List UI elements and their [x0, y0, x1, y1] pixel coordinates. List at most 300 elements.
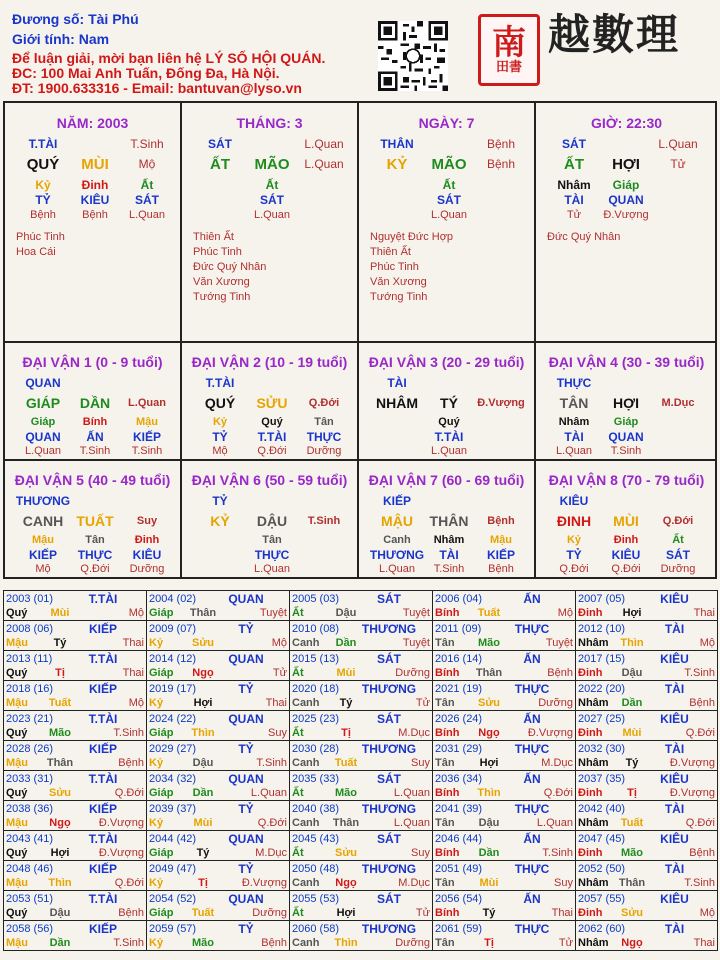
year-label: 2005 (03) — [292, 593, 340, 605]
year-cell-top — [435, 832, 573, 846]
year-stem: Đinh — [578, 607, 603, 619]
year-stem: Ất — [292, 847, 304, 859]
year-stage: Tuyệt — [402, 607, 430, 619]
year-cell-top — [149, 922, 287, 936]
year-cell[interactable] — [290, 591, 433, 621]
year-cell-top — [292, 922, 430, 936]
year-cell[interactable] — [576, 891, 718, 921]
year-branch: Tuất — [477, 607, 501, 619]
year-cell[interactable] — [433, 621, 576, 651]
hidden-god: TỶ — [35, 193, 51, 207]
year-row — [4, 651, 718, 681]
year-cell-top — [6, 802, 144, 816]
year-label: 2057 (55) — [578, 893, 626, 905]
year-god: KIÊU — [660, 592, 689, 606]
year-cell-bottom — [6, 666, 144, 680]
year-cell[interactable] — [433, 711, 576, 741]
year-cell[interactable] — [433, 831, 576, 861]
year-cell-bottom — [578, 846, 715, 860]
hidden-god: KIÊU — [611, 548, 641, 562]
year-label: 2022 (20) — [578, 683, 626, 695]
year-cell[interactable] — [147, 921, 290, 951]
year-stage: Bệnh — [689, 697, 715, 709]
hidden-stage: T.Sinh — [131, 445, 163, 457]
hidden-god: TÀI — [564, 430, 584, 444]
year-cell-bottom — [578, 636, 715, 650]
year-cell-bottom — [6, 756, 144, 770]
year-stem: Canh — [292, 637, 320, 649]
year-cell-top — [6, 592, 144, 606]
year-label: 2011 (09) — [435, 623, 482, 635]
year-cell-bottom — [578, 726, 715, 740]
year-cell[interactable] — [576, 651, 718, 681]
year-god: SÁT — [377, 712, 401, 726]
year-stem: Canh — [292, 697, 320, 709]
hidden-stage: Bệnh — [488, 563, 514, 575]
year-cell-bottom — [435, 726, 573, 740]
year-god: SÁT — [377, 832, 401, 846]
year-row — [4, 801, 718, 831]
year-stem: Quý — [6, 607, 28, 619]
year-stage: Dưỡng — [395, 667, 430, 679]
year-cell-bottom — [149, 666, 287, 680]
year-cell[interactable] — [290, 711, 433, 741]
year-stem: Canh — [292, 937, 320, 949]
year-branch: Thìn — [191, 727, 215, 739]
year-cell[interactable] — [433, 801, 576, 831]
year-god: ẤN — [523, 832, 541, 846]
luck-god: TÀI — [387, 376, 407, 390]
year-cell-bottom — [149, 606, 287, 620]
year-stem: Quý — [6, 667, 28, 679]
year-stem: Đinh — [578, 907, 603, 919]
brand-title: 越數理 — [548, 10, 681, 59]
luck-stem: NHÂM — [376, 395, 418, 411]
year-label: 2037 (35) — [578, 773, 626, 785]
year-cell[interactable] — [290, 621, 433, 651]
year-cell-bottom — [149, 936, 287, 950]
year-stem: Kỷ — [149, 937, 164, 949]
year-cell[interactable] — [290, 801, 433, 831]
year-cell[interactable] — [576, 591, 718, 621]
year-cell[interactable] — [4, 711, 147, 741]
year-label: 2019 (17) — [149, 683, 197, 695]
year-stage: Tuyệt — [259, 607, 287, 619]
year-stage: M.Dục — [541, 757, 573, 769]
year-branch: Mão — [49, 727, 71, 739]
hidden-god: KIẾP — [486, 548, 515, 562]
pillar-top-stage: L.Quan — [658, 137, 698, 151]
year-label: 2013 (11) — [6, 653, 53, 665]
year-cell[interactable] — [147, 891, 290, 921]
year-branch: Tị — [198, 877, 208, 889]
hidden-god: SÁT — [666, 548, 690, 562]
year-god: ẤN — [523, 892, 541, 906]
hidden-stem: Kỷ — [566, 534, 582, 546]
year-branch: Sửu — [334, 847, 358, 859]
year-cell[interactable] — [147, 621, 290, 651]
year-cell[interactable] — [576, 741, 718, 771]
year-stem: Canh — [292, 877, 320, 889]
hidden-stage: Dưỡng — [129, 563, 165, 575]
year-stem: Tân — [435, 877, 455, 889]
year-stage: Dưỡng — [252, 907, 287, 919]
year-stage: Q.Đới — [685, 727, 715, 739]
pillar-stage: L.Quan — [304, 157, 344, 171]
year-god: T.TÀI — [88, 712, 118, 726]
year-stage: Thai — [693, 607, 715, 619]
year-label: 2058 (56) — [6, 923, 54, 935]
year-label: 2004 (02) — [149, 593, 197, 605]
year-cell[interactable] — [4, 651, 147, 681]
year-cell[interactable] — [290, 771, 433, 801]
year-cell[interactable] — [433, 651, 576, 681]
year-cell-top — [578, 682, 715, 696]
year-cell-bottom — [435, 756, 573, 770]
luck-god: TỶ — [212, 494, 228, 508]
seal-logo: 南 田書 — [478, 14, 540, 86]
year-cell-top — [292, 592, 430, 606]
luck-panel — [182, 343, 359, 461]
year-cell-bottom — [435, 936, 573, 950]
hidden-stage: Q.Đới — [559, 563, 589, 575]
year-branch: Thìn — [620, 637, 644, 649]
year-stem: Bính — [435, 727, 460, 739]
year-cell[interactable] — [147, 861, 290, 891]
year-cell[interactable] — [4, 921, 147, 951]
year-stage: Dưỡng — [395, 937, 430, 949]
year-cell[interactable] — [147, 681, 290, 711]
pillar-top-god: SÁT — [562, 137, 586, 151]
year-cell[interactable] — [576, 711, 718, 741]
year-label: 2029 (27) — [149, 743, 197, 755]
year-stage: T.Sinh — [256, 757, 287, 769]
year-cell[interactable] — [576, 921, 718, 951]
year-stem: Tân — [435, 937, 455, 949]
year-stem: Nhâm — [578, 637, 609, 649]
year-god: ẤN — [523, 592, 541, 606]
hidden-god: THỰC — [306, 430, 342, 444]
year-cell[interactable] — [576, 861, 718, 891]
year-stage: M.Dục — [255, 847, 287, 859]
year-cell-top — [292, 712, 430, 726]
hidden-stage: L.Quan — [555, 445, 593, 457]
year-cell[interactable] — [290, 651, 433, 681]
year-cell[interactable] — [290, 891, 433, 921]
year-god: QUAN — [228, 832, 264, 846]
year-stage: M.Dục — [398, 727, 430, 739]
year-branch: Tuất — [48, 697, 72, 709]
year-stage: Dưỡng — [538, 697, 573, 709]
year-cell[interactable] — [290, 681, 433, 711]
year-cell[interactable] — [147, 591, 290, 621]
year-cell-bottom — [292, 666, 430, 680]
year-branch: Tý — [53, 637, 67, 649]
year-label: 2031 (29) — [435, 743, 483, 755]
year-cell-bottom — [435, 816, 573, 830]
hidden-god: KIÊU — [80, 193, 110, 207]
year-cell-bottom — [578, 756, 715, 770]
year-row — [4, 591, 718, 621]
year-stage: T.Sinh — [113, 727, 144, 739]
year-cell[interactable] — [4, 801, 147, 831]
year-cell[interactable] — [433, 921, 576, 951]
year-label: 2046 (44) — [435, 833, 483, 845]
year-cell-top — [149, 592, 287, 606]
year-cell-bottom — [435, 606, 573, 620]
year-label: 2018 (16) — [6, 683, 54, 695]
year-god: KIÊU — [660, 892, 689, 906]
year-cell-top — [292, 892, 430, 906]
gender-line: Giới tính: Nam — [12, 31, 110, 47]
year-cell[interactable] — [576, 801, 718, 831]
year-cell[interactable] — [433, 681, 576, 711]
year-row — [4, 741, 718, 771]
year-branch: Thìn — [477, 787, 501, 799]
year-branch: Dậu — [335, 607, 357, 619]
luck-stem: ĐINH — [556, 513, 592, 529]
year-branch: Mùi — [336, 667, 356, 679]
year-label: 2010 (08) — [292, 623, 340, 635]
year-god: SÁT — [377, 772, 401, 786]
year-cell[interactable] — [147, 741, 290, 771]
luck-title: ĐẠI VẬN 7 (60 - 69 tuổi) — [368, 472, 525, 488]
year-cell[interactable] — [4, 861, 147, 891]
year-label: 2045 (43) — [292, 833, 340, 845]
hidden-stem: Mậu — [136, 416, 158, 428]
year-cell[interactable] — [147, 801, 290, 831]
year-branch: Thân — [475, 667, 503, 679]
year-god: TỶ — [238, 862, 254, 876]
year-cell-top — [6, 742, 144, 756]
hidden-stem: Bính — [82, 416, 108, 428]
year-cell-top — [6, 682, 144, 696]
year-god: QUAN — [228, 592, 264, 606]
year-cell-top — [435, 712, 573, 726]
year-branch: Tị — [484, 937, 494, 949]
pillar-stage: Bệnh — [486, 157, 516, 171]
luck-god: QUAN — [25, 376, 61, 390]
year-cell[interactable] — [576, 831, 718, 861]
year-god: THỰC — [514, 862, 550, 876]
year-cell-bottom — [6, 936, 144, 950]
year-label: 2009 (07) — [149, 623, 197, 635]
year-cell-bottom — [292, 636, 430, 650]
year-stem: Giáp — [149, 907, 174, 919]
year-stem: Ất — [292, 667, 304, 679]
year-cell[interactable] — [576, 621, 718, 651]
contact-line: Để luận giải, mời bạn liên hệ LÝ SỐ HỘI QUÁN. — [12, 50, 326, 66]
year-cell-bottom — [6, 906, 144, 920]
hidden-stem: Đinh — [81, 178, 109, 192]
year-god: KIẾP — [88, 742, 117, 756]
year-cell[interactable] — [4, 741, 147, 771]
year-cell[interactable] — [290, 921, 433, 951]
luck-god: T.TÀI — [205, 376, 235, 390]
hidden-god: QUAN — [608, 430, 644, 444]
year-cell-bottom — [435, 906, 573, 920]
year-cell-top — [6, 922, 144, 936]
year-branch: Hợi — [336, 907, 356, 919]
header — [0, 0, 720, 100]
qr-code-icon[interactable] — [378, 21, 448, 91]
year-cell-bottom — [149, 816, 287, 830]
luck-branch: HỢI — [613, 395, 639, 411]
luck-stage: Suy — [136, 515, 158, 527]
luck-panel — [182, 461, 359, 577]
luck-stem: CANH — [22, 513, 64, 529]
year-stem: Canh — [292, 757, 320, 769]
year-label: 2035 (33) — [292, 773, 340, 785]
year-cell[interactable] — [4, 681, 147, 711]
year-cell-bottom — [578, 696, 715, 710]
pillar-stage: Tử — [670, 157, 686, 171]
hidden-god: T.TÀI — [434, 430, 464, 444]
year-stage: T.Sinh — [684, 667, 715, 679]
luck-stage: Q.Đới — [662, 515, 694, 527]
year-stage: L.Quan — [393, 817, 430, 829]
year-cell-bottom — [435, 786, 573, 800]
year-cell-top — [435, 652, 573, 666]
year-stage: L.Quan — [393, 787, 430, 799]
year-cell-bottom — [435, 846, 573, 860]
year-cell[interactable] — [433, 891, 576, 921]
year-cell-bottom — [149, 846, 287, 860]
year-branch: Ngọ — [49, 817, 71, 829]
year-stem: Bính — [435, 667, 460, 679]
year-stem: Kỷ — [149, 697, 164, 709]
year-cell-top — [149, 622, 287, 636]
luck-god: THƯƠNG — [15, 494, 71, 508]
year-label: 2026 (24) — [435, 713, 483, 725]
year-stage: L.Quan — [250, 787, 287, 799]
year-cell[interactable] — [4, 771, 147, 801]
year-label: 2048 (46) — [6, 863, 54, 875]
luck-branch: TÝ — [440, 395, 458, 411]
year-stage: Mộ — [128, 697, 144, 709]
hidden-stage: Q.Đới — [80, 563, 110, 575]
year-stage: Q.Đới — [114, 877, 144, 889]
year-cell[interactable] — [433, 591, 576, 621]
year-branch: Sửu — [48, 787, 72, 799]
year-branch: Mão — [335, 787, 357, 799]
year-stage: Mộ — [699, 907, 715, 919]
pillar-title: NĂM: 2003 — [56, 115, 129, 131]
star-label: Tướng Tinh — [370, 291, 428, 303]
year-stem: Quý — [6, 787, 28, 799]
year-cell[interactable] — [4, 891, 147, 921]
year-label: 2003 (01) — [6, 593, 54, 605]
year-branch: Hợi — [479, 757, 499, 769]
year-cell[interactable] — [290, 831, 433, 861]
year-label: 2042 (40) — [578, 803, 626, 815]
year-cell-top — [6, 652, 144, 666]
year-cell[interactable] — [576, 771, 718, 801]
year-stem: Đinh — [578, 787, 603, 799]
star-label: Phúc Tinh — [16, 231, 65, 243]
year-label: 2060 (58) — [292, 923, 340, 935]
year-cell-top — [578, 922, 715, 936]
year-label: 2061 (59) — [435, 923, 483, 935]
year-cell-top — [578, 712, 715, 726]
year-branch: Ngọ — [192, 667, 214, 679]
year-cell-bottom — [292, 606, 430, 620]
hidden-stage: T.Sinh — [79, 445, 111, 457]
year-stage: Thai — [693, 937, 715, 949]
year-god: TỶ — [238, 622, 254, 636]
year-cell[interactable] — [576, 681, 718, 711]
year-stem: Đinh — [578, 847, 603, 859]
pillar-stem: ẤT — [210, 156, 230, 173]
pillar-top-stage: L.Quan — [304, 137, 344, 151]
year-branch: Tý — [625, 757, 639, 769]
year-stem: Kỷ — [149, 817, 164, 829]
year-stage: Đ.Vượng — [241, 877, 287, 889]
year-stage: Tuyệt — [402, 637, 430, 649]
year-branch: Dậu — [478, 817, 500, 829]
luck-stem: QUÝ — [204, 395, 236, 411]
year-cell[interactable] — [433, 861, 576, 891]
hidden-stage: T.Sinh — [610, 445, 642, 457]
year-cell[interactable] — [290, 741, 433, 771]
pillar-branch: MÙI — [81, 156, 109, 173]
year-cell[interactable] — [147, 711, 290, 741]
year-cell-top — [578, 892, 715, 906]
year-branch: Dần — [192, 787, 214, 799]
hidden-stem: Đinh — [613, 534, 639, 546]
year-stem: Giáp — [149, 787, 174, 799]
year-god: THƯƠNG — [361, 922, 417, 936]
year-row — [4, 831, 718, 861]
year-god: THƯƠNG — [361, 682, 417, 696]
year-cell-top — [578, 862, 715, 876]
year-cell-top — [435, 802, 573, 816]
year-cell[interactable] — [4, 621, 147, 651]
year-cell-bottom — [149, 786, 287, 800]
year-branch: Sửu — [477, 697, 501, 709]
year-cell-top — [292, 622, 430, 636]
year-branch: Thân — [332, 817, 360, 829]
year-cell[interactable] — [290, 861, 433, 891]
pillar-branch: MÃO — [431, 156, 467, 173]
luck-title: ĐẠI VẬN 8 (70 - 79 tuổi) — [548, 472, 705, 488]
year-stem: Tân — [435, 637, 455, 649]
year-branch: Hợi — [50, 847, 70, 859]
year-cell[interactable] — [433, 771, 576, 801]
year-cell[interactable] — [4, 831, 147, 861]
year-cell[interactable] — [433, 741, 576, 771]
year-cell[interactable] — [147, 771, 290, 801]
hidden-stage: T.Sinh — [433, 563, 465, 575]
year-god: KIẾP — [88, 862, 117, 876]
year-cell[interactable] — [147, 831, 290, 861]
hidden-god: TỶ — [566, 548, 582, 562]
year-cell-bottom — [6, 696, 144, 710]
year-branch: Mùi — [479, 877, 499, 889]
year-cell[interactable] — [147, 651, 290, 681]
year-cell[interactable] — [4, 591, 147, 621]
year-label: 2039 (37) — [149, 803, 197, 815]
luck-branch: SỬU — [256, 395, 288, 411]
year-stage: L.Quan — [536, 817, 573, 829]
year-cell-top — [578, 772, 715, 786]
pillar-panel — [359, 103, 536, 343]
year-stage: M.Dục — [398, 877, 430, 889]
year-label: 2038 (36) — [6, 803, 54, 815]
hidden-god: QUAN — [25, 430, 61, 444]
luck-branch: MÙI — [613, 513, 639, 529]
year-stem: Giáp — [149, 607, 174, 619]
